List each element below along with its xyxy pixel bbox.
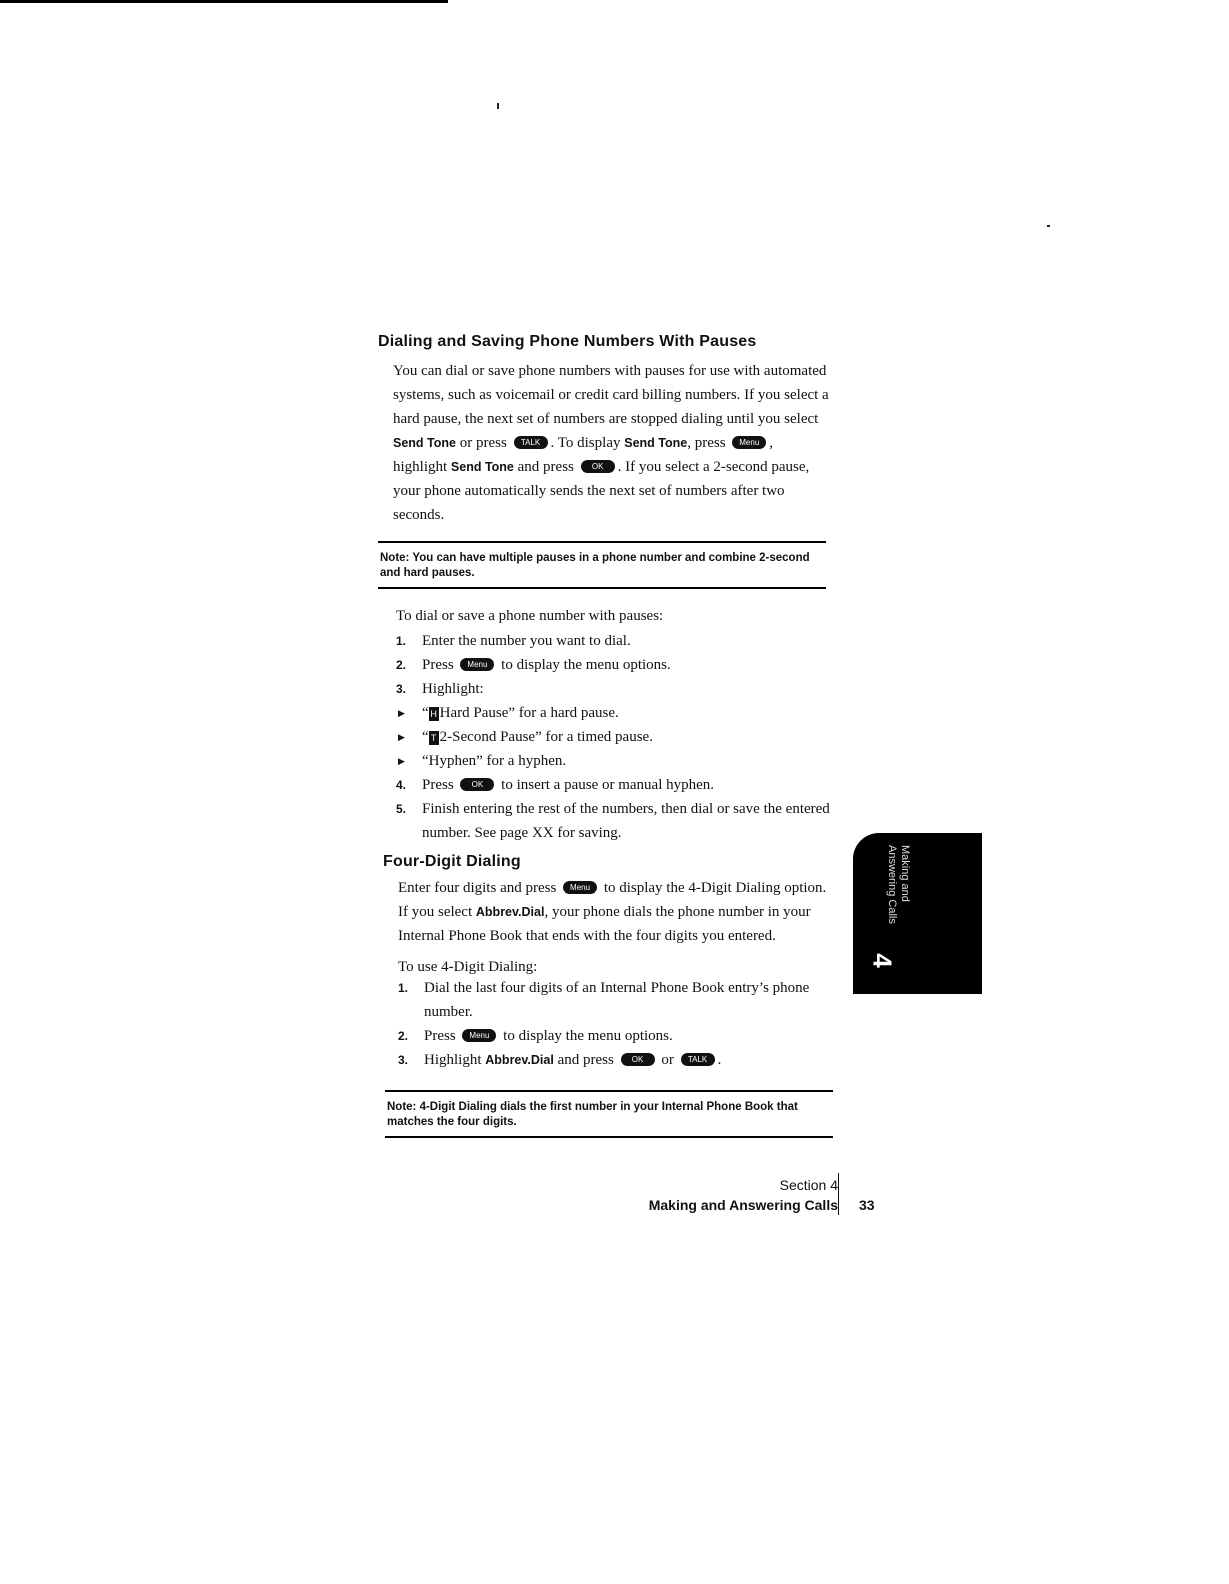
chapter-tab-number: 4 [867, 953, 898, 968]
note-label: Note: [387, 1101, 417, 1113]
menu-key-icon: Menu [462, 1029, 496, 1042]
talk-key-icon: TALK [514, 436, 548, 449]
list-item: ▶ “Hyphen” for a hyphen. [396, 749, 836, 773]
four-digit-paragraph: Enter four digits and press Menu to display the 4-Digit Dialing option. If you select Abbrev.Dial, your phone dials the phone number in your Internal Phone Book that ends with the four digits you entered. [398, 880, 827, 944]
note-text: You can have multiple pauses in a phone number and combine 2-second and hard pauses. [380, 552, 810, 579]
list-item: 2. Press Menu to display the menu options. [396, 657, 671, 673]
note-box-four-digit [385, 1090, 833, 1138]
steps-intro-four-digit: To use 4-Digit Dialing: [398, 959, 538, 975]
note-text: 4-Digit Dialing dials the first number in your Internal Phone Book that matches the four digits. [387, 1101, 798, 1128]
steps-list-four-digit [398, 976, 818, 1072]
footer-chapter-title: Making and Answering Calls [648, 1197, 838, 1213]
bullet-arrow-icon: ▶ [398, 756, 405, 766]
chapter-side-tab [853, 833, 982, 994]
menu-key-icon: Menu [563, 881, 597, 894]
scan-speck [497, 103, 499, 109]
bullet-arrow-icon: ▶ [398, 732, 405, 742]
section-heading-pauses: Dialing and Saving Phone Numbers With Pauses [378, 333, 757, 350]
menu-key-icon: Menu [732, 436, 766, 449]
chapter-tab-label: Making and Answering Calls [886, 845, 911, 924]
section-heading-four-digit: Four-Digit Dialing [383, 853, 521, 870]
top-edge-line [0, 0, 448, 3]
list-item: 3. Highlight Abbrev.Dial and press OK or TALK . [398, 1052, 722, 1068]
list-item: 2. Press Menu to display the menu options. [398, 1028, 673, 1044]
list-item: 3. Highlight: [396, 681, 484, 697]
list-item: 5. Finish entering the rest of the numbers, then dial or save the entered number. See page XX for saving. [396, 801, 830, 841]
note-label: Note: [380, 552, 410, 564]
list-item: 1. Enter the number you want to dial. [396, 633, 631, 649]
menu-key-icon: Menu [460, 658, 494, 671]
bullet-arrow-icon: ▶ [398, 708, 405, 718]
scan-speck [1047, 225, 1050, 227]
list-item: 4. Press OK to insert a pause or manual hyphen. [396, 777, 715, 793]
footer-divider [838, 1173, 839, 1215]
ok-key-icon: OK [581, 460, 615, 473]
list-item: ▶ “ T 2-Second Pause” for a timed pause. [396, 725, 836, 749]
ok-key-icon: OK [460, 778, 494, 791]
list-item: 1. Dial the last four digits of an Internal Phone Book entry’s phone number. [398, 980, 810, 1020]
pauses-paragraph: You can dial or save phone numbers with pauses for use with automated systems, such as voicemail or credit card billing numbers. If you select a hard pause, the next set of numbers are stopped dialing until you select Send Tone or press TALK . To display Send Tone, press Menu , highlight Send Tone and press OK . If you select a 2-second pause, your phone automatically sends the next set of numbers after two seconds. [393, 363, 829, 523]
list-item: ▶ “ H Hard Pause” for a hard pause. [396, 701, 836, 725]
steps-intro-pauses: To dial or save a phone number with pauses: [396, 608, 664, 624]
steps-list-pauses [396, 629, 836, 845]
hard-pause-icon: H [430, 708, 437, 719]
footer-section: Section 4 [779, 1177, 838, 1193]
note-box-pauses [378, 541, 826, 589]
page-number: 33 [859, 1197, 875, 1213]
talk-key-icon: TALK [681, 1053, 715, 1066]
timed-pause-icon: T [429, 731, 439, 745]
ok-key-icon: OK [621, 1053, 655, 1066]
